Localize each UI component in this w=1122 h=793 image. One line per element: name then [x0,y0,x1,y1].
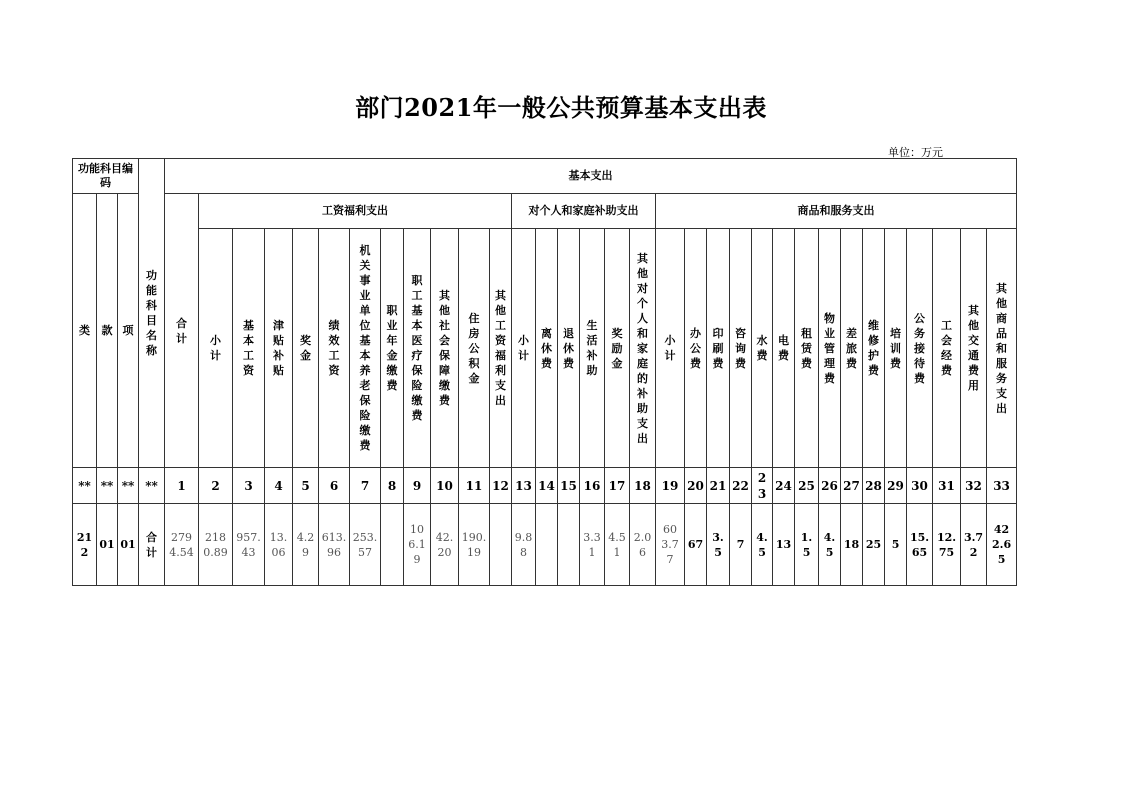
column-number: 8 [381,468,404,504]
table-cell [558,504,580,586]
page-title: 部门2021年一般公共预算基本支出表 [355,93,767,122]
column-header: 维修护费 [863,229,885,468]
code-group-header: 功能科目编码 [73,159,139,194]
column-number: 19 [656,468,685,504]
column-number: 32 [961,468,987,504]
table-cell: 422.65 [987,504,1017,586]
table-cell: 18 [841,504,863,586]
table-cell: 3.31 [580,504,605,586]
table-cell: 01 [118,504,139,586]
table-cell: 2794.54 [165,504,199,586]
column-number: 33 [987,468,1017,504]
column-number: 11 [459,468,490,504]
group-header-subsidy: 对个人和家庭补助支出 [512,194,656,229]
column-number: 20 [685,468,707,504]
table-cell: 253.57 [350,504,381,586]
column-header: 水费 [752,229,773,468]
table-cell: 4.5 [819,504,841,586]
table-cell: 5 [885,504,907,586]
column-number: 31 [933,468,961,504]
column-header: 机关事业单位基本养老保险缴费 [350,229,381,468]
table-cell: 4.51 [605,504,630,586]
column-header: 津贴补贴 [265,229,293,468]
table-cell: 1.5 [795,504,819,586]
table-cell: 3.72 [961,504,987,586]
code-section-header: 款 [97,194,118,468]
table-cell [536,504,558,586]
table-cell: 01 [97,504,118,586]
column-number: ** [97,468,118,504]
column-header: 小计 [512,229,536,468]
column-number: 5 [293,468,319,504]
code-class-header: 类 [73,194,97,468]
table-cell: 42.20 [431,504,459,586]
budget-table [72,158,1017,586]
table-cell: 613.96 [319,504,350,586]
column-number: 17 [605,468,630,504]
table-cell: 212 [73,504,97,586]
column-number: 22 [730,468,752,504]
column-header: 办公费 [685,229,707,468]
column-header: 租赁费 [795,229,819,468]
column-number: 16 [580,468,605,504]
column-number: 28 [863,468,885,504]
column-header: 工会经费 [933,229,961,468]
column-number: 15 [558,468,580,504]
column-header: 其他对个人和家庭的补助支出 [630,229,656,468]
code-item-header: 项 [118,194,139,468]
column-number: 26 [819,468,841,504]
basic-expense-header: 基本支出 [165,159,1017,194]
column-header: 电费 [773,229,795,468]
column-header: 小计 [656,229,685,468]
table-cell: 9.88 [512,504,536,586]
column-header: 咨询费 [730,229,752,468]
table-cell: 7 [730,504,752,586]
table-cell: 25 [863,504,885,586]
table-cell: 15.65 [907,504,933,586]
table-cell: 4.29 [293,504,319,586]
table-cell: 13.06 [265,504,293,586]
column-header: 印刷费 [707,229,730,468]
column-number: 18 [630,468,656,504]
column-number: 2 [199,468,233,504]
table-row [73,504,1017,586]
table-cell: 12.75 [933,504,961,586]
column-number: 14 [536,468,558,504]
column-header: 差旅费 [841,229,863,468]
column-header: 绩效工资 [319,229,350,468]
column-number: 1 [165,468,199,504]
table-cell: 2.06 [630,504,656,586]
column-number: 4 [265,468,293,504]
table-cell: 190.19 [459,504,490,586]
column-header: 其他工资福利支出 [490,229,512,468]
column-number: 6 [319,468,350,504]
column-header: 其他社会保障缴费 [431,229,459,468]
table-cell: 合计 [139,504,165,586]
column-number: 24 [773,468,795,504]
column-header: 生活补助 [580,229,605,468]
name-col-header: 功能科目名称 [139,159,165,468]
column-number: 13 [512,468,536,504]
column-number: 29 [885,468,907,504]
column-number: 12 [490,468,512,504]
column-header: 其他交通费用 [961,229,987,468]
column-header: 奖励金 [605,229,630,468]
group-header-salary: 工资福利支出 [199,194,512,229]
column-header: 物业管理费 [819,229,841,468]
table-cell [381,504,404,586]
column-header: 职业年金缴费 [381,229,404,468]
column-header: 职工基本医疗保险缴费 [404,229,431,468]
group-header-goods: 商品和服务支出 [656,194,1017,229]
column-number: 21 [707,468,730,504]
table-cell: 4.5 [752,504,773,586]
column-number: 7 [350,468,381,504]
column-number: 9 [404,468,431,504]
table-cell: 2180.89 [199,504,233,586]
column-header: 住房公积金 [459,229,490,468]
table-cell: 13 [773,504,795,586]
column-number: 27 [841,468,863,504]
column-header: 其他商品和服务支出 [987,229,1017,468]
column-number: 25 [795,468,819,504]
column-header: 小计 [199,229,233,468]
column-header: 退休费 [558,229,580,468]
table-cell: 67 [685,504,707,586]
column-header: 基本工资 [233,229,265,468]
column-header: 离休费 [536,229,558,468]
column-number: ** [73,468,97,504]
column-header: 公务接待费 [907,229,933,468]
column-header: 奖金 [293,229,319,468]
unit-label: 单位：万元 [888,146,943,159]
table-cell: 3.5 [707,504,730,586]
column-number: ** [139,468,165,504]
column-number: 3 [233,468,265,504]
column-header: 培训费 [885,229,907,468]
table-cell: 603.77 [656,504,685,586]
column-number: ** [118,468,139,504]
total-header: 合计 [165,194,199,468]
table-cell [490,504,512,586]
column-number: 10 [431,468,459,504]
table-cell: 106.19 [404,504,431,586]
column-number: 30 [907,468,933,504]
table-cell: 957.43 [233,504,265,586]
column-number: 23 [752,468,773,504]
